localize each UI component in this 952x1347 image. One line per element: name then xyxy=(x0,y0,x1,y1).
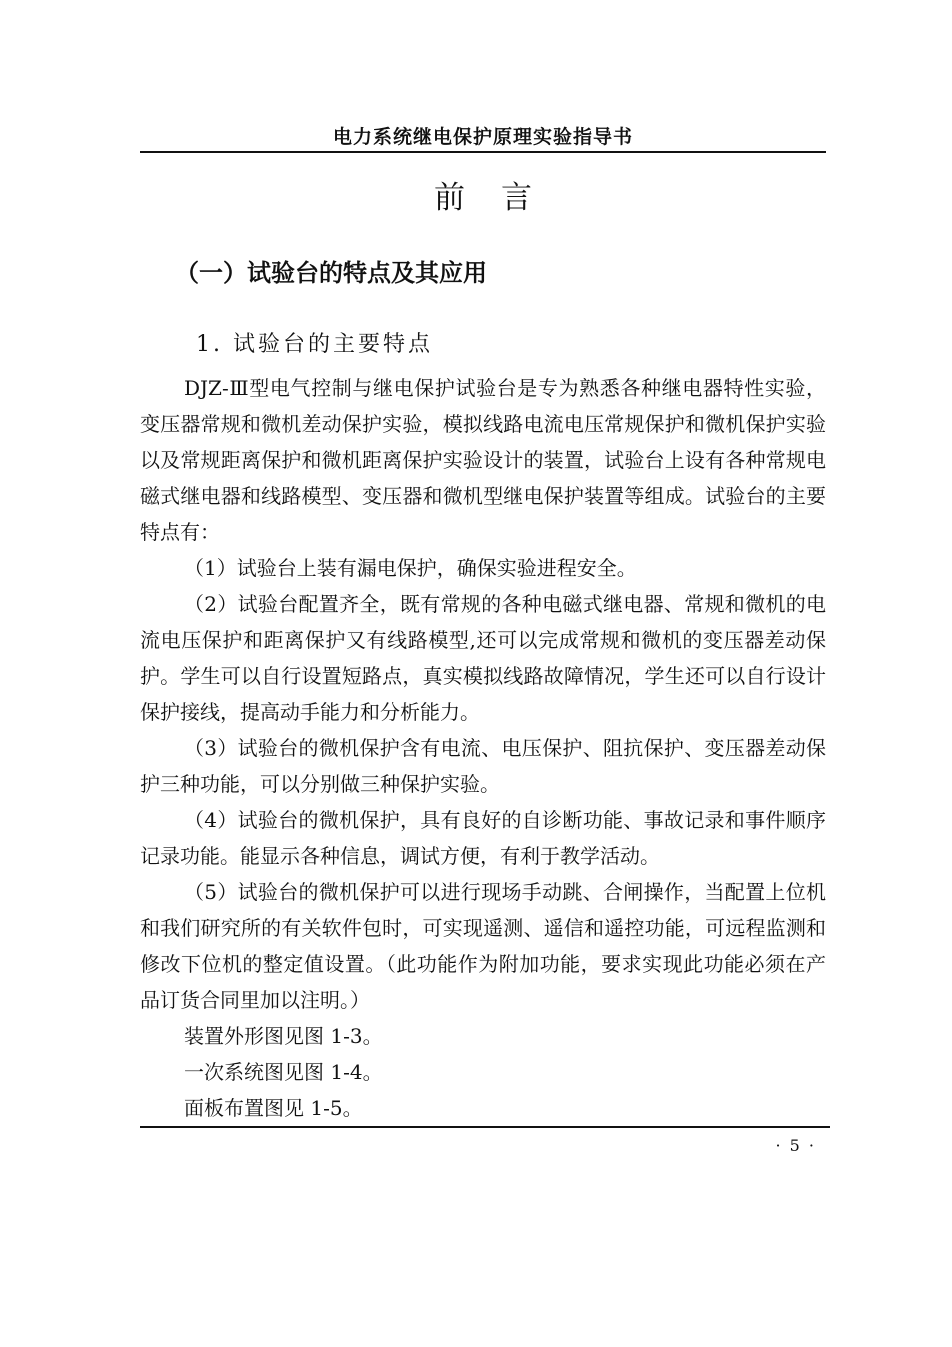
header-rule xyxy=(140,151,826,153)
subsection-heading: 1. 试验台的主要特点 xyxy=(196,332,433,357)
chapter-title: 前言 xyxy=(434,180,568,216)
page-number: · 5 · xyxy=(775,1136,816,1155)
running-header: 电力系统继电保护原理实验指导书 xyxy=(332,126,633,148)
paragraph-feature-4: （4）试验台的微机保护，具有良好的自诊断功能、事故记录和事件顺序记录功能。能显示各种信息，调试方便，有利于教学活动。 xyxy=(140,808,826,868)
paragraph-feature-1: （1）试验台上装有漏电保护，确保实验进程安全。 xyxy=(184,556,637,580)
body-text xyxy=(140,370,826,1126)
paragraph-intro: DJZ-Ⅲ型电气控制与继电保护试验台是专为熟悉各种继电器特性实验，变压器常规和微机差动保护实验，模拟线路电流电压常规保护和微机保护实验以及常规距离保护和微机距离保护实验设计的装置，试验台上设有各种常规电磁式继电器和线路模型、变压器和微机型继电保护装置等组成。试验台的主要特点有： xyxy=(140,376,826,544)
figure-reference: 装置外形图见图 1-3。 xyxy=(184,1024,383,1048)
paragraph-feature-2: （2）试验台配置齐全，既有常规的各种电磁式继电器、常规和微机的电流电压保护和距离保护又有线路模型,还可以完成常规和微机的变压器差动保护。学生可以自行设置短路点，真实模拟线路故障情况，学生还可以自行设计保护接线，提高动手能力和分析能力。 xyxy=(140,592,826,724)
figure-reference: 一次系统图见图 1-4。 xyxy=(184,1060,383,1084)
figure-reference: 面板布置图见 1-5。 xyxy=(184,1096,363,1120)
footer-rule xyxy=(140,1126,830,1128)
paragraph-feature-3: （3）试验台的微机保护含有电流、电压保护、阻抗保护、变压器差动保护三种功能，可以分别做三种保护实验。 xyxy=(140,736,826,796)
section-heading: （一）试验台的特点及其应用 xyxy=(175,259,487,287)
paragraph-feature-5: （5）试验台的微机保护可以进行现场手动跳、合闸操作，当配置上位机和我们研究所的有关软件包时，可实现遥测、遥信和遥控功能，可远程监测和修改下位机的整定值设置。（此功能作为附加功能，要求实现此功能必须在产品订货合同里加以注明。） xyxy=(140,880,826,1012)
